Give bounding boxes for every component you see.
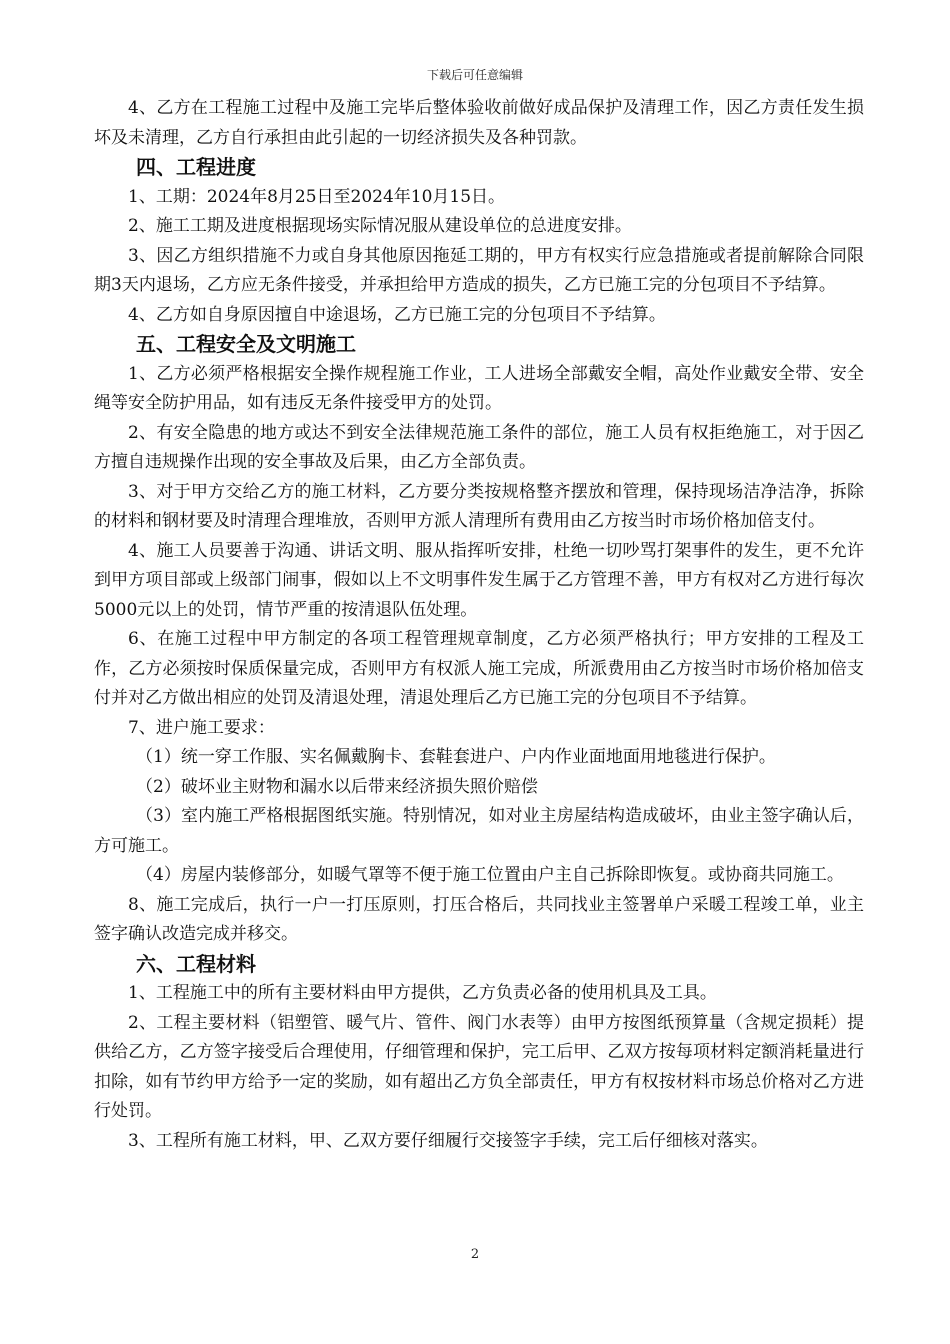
page-header: 下载后可任意编辑 [426,68,523,82]
section-heading: 六、工程材料 [136,951,256,976]
paragraph: 3、对于甲方交给乙方的施工材料，乙方要分类按规格整齐摆放和管理，保持现场洁净洁净，拆除的材料和钢材要及时清理合理堆放，否则甲方派人清理所有费用由乙方按当时市场价格加倍支付。 [94,481,864,531]
paragraph: 2、施工工期及进度根据现场实际情况服从建设单位的总进度安排。 [128,216,632,236]
sub-item: （4）房屋内装修部分，如暖气罩等不便于施工位置由户主自己拆除即恢复。或协商共同施工。 [136,865,844,885]
sub-item: （2）破坏业主财物和漏水以后带来经济损失照价赔偿 [136,776,538,797]
document-body [94,94,864,1156]
paragraph: 4、施工人员要善于沟通、讲话文明、服从指挥听安排，杜绝一切吵骂打架事件的发生，更不允许到甲方项目部或上级部门闹事，假如以上不文明事件发生属于乙方管理不善，甲方有权对乙方进行每次5000元以上的处罚，情节严重的按清退队伍处理。 [94,540,864,620]
paragraph: 4、乙方如自身原因擅自中途退场，乙方已施工完的分包项目不予结算。 [128,304,666,325]
paragraph: 3、因乙方组织措施不力或自身其他原因拖延工期的，甲方有权实行应急措施或者提前解除合同限期3天内退场，乙方应无条件接受，并承担给甲方造成的损失，乙方已施工完的分包项目不予结算。 [94,245,864,295]
paragraph: 1、工期：2024年8月25日至2024年10月15日。 [128,186,506,207]
section-heading: 五、工程安全及文明施工 [136,332,356,356]
paragraph: 2、工程主要材料（铝塑管、暖气片、管件、阀门水表等）由甲方按图纸预算量（含规定损耗）提供给乙方，乙方签字接受后合理使用，仔细管理和保护，完工后甲、乙双方按每项材料定额消耗量进行扣除，如有节约甲方给予一定的奖励，如有超出乙方负全部责任，甲方有权按材料市场总价格对乙方进行处罚。 [94,1012,864,1121]
page-number: 2 [470,1247,480,1262]
paragraph: 1、工程施工中的所有主要材料由甲方提供，乙方负责必备的使用机具及工具。 [128,983,717,1003]
paragraph: 7、进户施工要求： [128,717,275,738]
paragraph: 1、乙方必须严格根据安全操作规程施工作业，工人进场全部戴安全帽，高处作业戴安全带、安全绳等安全防护用品，如有违反无条件接受甲方的处罚。 [94,363,864,413]
paragraph: 6、在施工过程中甲方制定的各项工程管理规章制度，乙方必须严格执行；甲方安排的工程及工作，乙方必须按时保质保量完成，否则甲方有权派人施工完成，所派费用由乙方按当时市场价格加倍支付并对乙方做出相应的处罚及清退处理，清退处理后乙方已施工完的分包项目不予结算。 [94,629,864,708]
section-heading: 四、工程进度 [136,155,256,179]
paragraph: 8、施工完成后，执行一户一打压原则，打压合格后，共同找业主签署单户采暖工程竣工单，业主签字确认改造完成并移交。 [94,894,864,944]
sub-item: （1）统一穿工作服、实名佩戴胸卡、套鞋套进户、户内作业面地面用地毯进行保护。 [136,747,776,767]
paragraph: 4、乙方在工程施工过程中及施工完毕后整体验收前做好成品保护及清理工作，因乙方责任发生损坏及未清理，乙方自行承担由此引起的一切经济损失及各种罚款。 [94,98,864,148]
paragraph: 2、有安全隐患的地方或达不到安全法律规范施工条件的部位，施工人员有权拒绝施工，对于因乙方擅自违规操作出现的安全事故及后果，由乙方全部负责。 [94,422,864,472]
sub-item: （3）室内施工严格根据图纸实施。特别情况，如对业主房屋结构造成破坏，由业主签字确认后，方可施工。 [94,806,864,856]
paragraph: 3、工程所有施工材料，甲、乙双方要仔细履行交接签字手续，完工后仔细核对落实。 [128,1130,768,1151]
